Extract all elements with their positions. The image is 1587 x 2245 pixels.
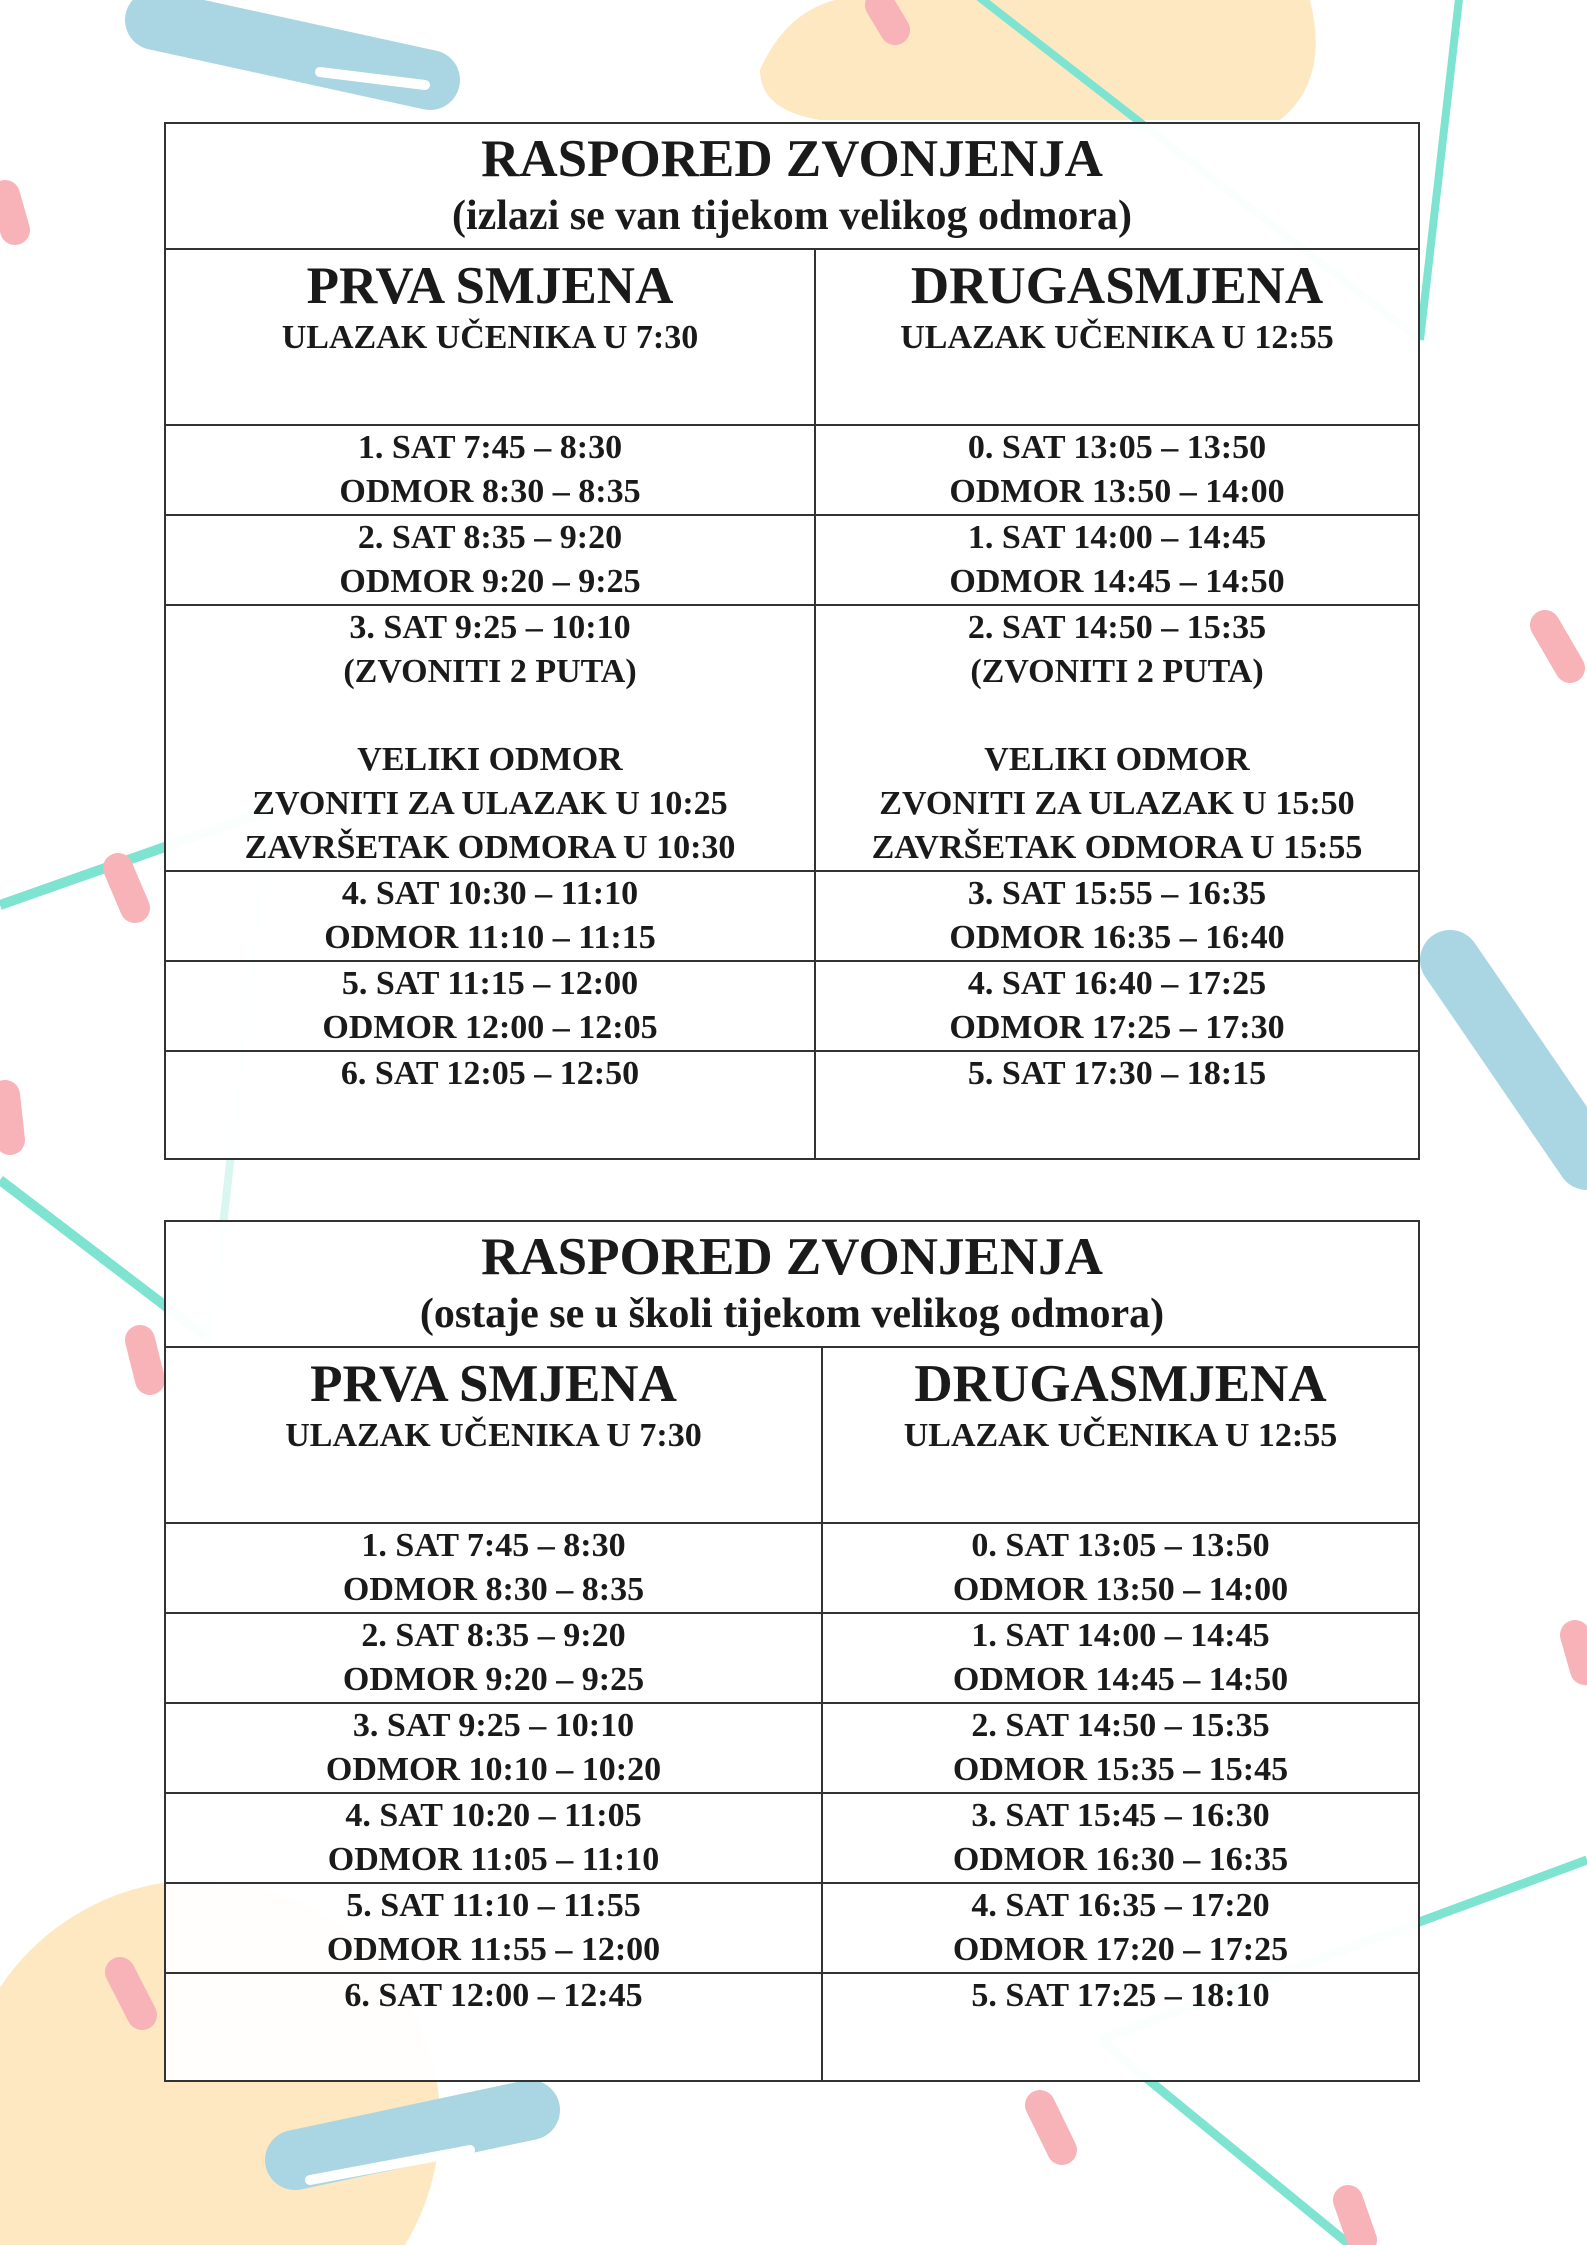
table-header — [165, 123, 1419, 249]
shift-header-second — [815, 249, 1419, 425]
table-row — [165, 961, 1419, 1051]
break-line: ODMOR 9:20 – 9:25 — [339, 563, 641, 600]
period-line: 2. SAT 14:50 – 15:35 — [967, 609, 1267, 646]
period-cell — [822, 1793, 1419, 1883]
shift-entry-time: ULAZAK UČENIKA U 12:55 — [903, 1417, 1338, 1454]
shift-name: DRUGASMJENA — [914, 1355, 1327, 1413]
schedule-table-2 — [164, 1220, 1420, 2082]
break-line: ODMOR 8:30 – 8:35 — [342, 1571, 645, 1608]
table-header — [165, 1221, 1419, 1347]
bell-note: (ZVONITI 2 PUTA) — [970, 653, 1264, 690]
break-line: ODMOR 17:20 – 17:25 — [952, 1931, 1289, 1968]
break-line: ODMOR 9:20 – 9:25 — [342, 1661, 645, 1698]
period-cell — [815, 515, 1419, 605]
table-title: RASPORED ZVONJENJA — [481, 130, 1103, 188]
bell-note: (ZVONITI 2 PUTA) — [343, 653, 637, 690]
period-cell — [165, 1703, 822, 1793]
shift-entry-time: ULAZAK UČENIKA U 7:30 — [281, 319, 699, 356]
shift-header-first — [165, 249, 815, 425]
shift-entry-time: ULAZAK UČENIKA U 7:30 — [285, 1417, 702, 1454]
period-cell-long-break — [165, 605, 815, 871]
period-line: 1. SAT 14:00 – 14:45 — [967, 519, 1267, 556]
period-line: 1. SAT 7:45 – 8:30 — [357, 429, 623, 466]
shift-header-second — [822, 1347, 1419, 1523]
period-cell — [165, 1051, 815, 1159]
period-line: 2. SAT 8:35 – 9:20 — [361, 1617, 626, 1654]
table-row — [165, 1523, 1419, 1613]
table-row — [165, 1793, 1419, 1883]
break-line: ODMOR 14:45 – 14:50 — [952, 1661, 1289, 1698]
table-row — [165, 1883, 1419, 1973]
break-line: ODMOR 14:45 – 14:50 — [949, 563, 1285, 600]
table-row — [165, 425, 1419, 515]
schedule-table-1 — [164, 122, 1420, 1160]
shift-name: PRVA SMJENA — [310, 1355, 677, 1413]
break-line: ODMOR 11:10 – 11:15 — [324, 919, 656, 956]
period-line: 3. SAT 15:55 – 16:35 — [967, 875, 1267, 912]
period-cell — [165, 961, 815, 1051]
period-cell — [165, 1523, 822, 1613]
period-cell — [165, 515, 815, 605]
table-row — [165, 1703, 1419, 1793]
long-break-bell: ZVONITI ZA ULAZAK U 10:25 — [252, 785, 728, 822]
period-line: 5. SAT 17:25 – 18:10 — [971, 1977, 1270, 2014]
period-cell — [822, 1883, 1419, 1973]
table-row — [165, 1051, 1419, 1159]
break-line: ODMOR 13:50 – 14:00 — [952, 1571, 1289, 1608]
table-row — [165, 1613, 1419, 1703]
long-break-end: ZAVRŠETAK ODMORA U 15:55 — [871, 829, 1363, 866]
period-line: 6. SAT 12:05 – 12:50 — [340, 1055, 640, 1092]
period-line: 5. SAT 17:30 – 18:15 — [967, 1055, 1267, 1092]
break-line: ODMOR 13:50 – 14:00 — [949, 473, 1285, 510]
period-cell — [822, 1523, 1419, 1613]
break-line: ODMOR 17:25 – 17:30 — [949, 1009, 1285, 1046]
period-cell — [165, 425, 815, 515]
period-line: 3. SAT 15:45 – 16:30 — [971, 1797, 1270, 1834]
period-cell — [822, 1613, 1419, 1703]
table-row — [165, 1973, 1419, 2081]
break-line: ODMOR 8:30 – 8:35 — [339, 473, 641, 510]
period-cell — [815, 961, 1419, 1051]
table-subtitle: (ostaje se u školi tijekom velikog odmora) — [419, 1291, 1165, 1337]
period-line: 4. SAT 10:30 – 11:10 — [341, 875, 639, 912]
period-cell — [815, 1051, 1419, 1159]
spacer — [816, 694, 1418, 738]
shift-name: DRUGASMJENA — [910, 257, 1324, 315]
long-break-label: VELIKI ODMOR — [984, 741, 1250, 778]
period-line: 5. SAT 11:15 – 12:00 — [341, 965, 639, 1002]
period-cell — [165, 1883, 822, 1973]
period-cell — [165, 871, 815, 961]
shift-name: PRVA SMJENA — [306, 257, 674, 315]
break-line: ODMOR 11:55 – 12:00 — [326, 1931, 661, 1968]
period-cell — [822, 1973, 1419, 2081]
period-line: 4. SAT 16:35 – 17:20 — [971, 1887, 1270, 1924]
break-line: ODMOR 16:30 – 16:35 — [952, 1841, 1289, 1878]
period-line: 0. SAT 13:05 – 13:50 — [971, 1527, 1270, 1564]
table-title: RASPORED ZVONJENJA — [481, 1228, 1103, 1286]
break-line: ODMOR 11:05 – 11:10 — [327, 1841, 660, 1878]
period-line: 5. SAT 11:10 – 11:55 — [346, 1887, 641, 1924]
spacer — [166, 694, 814, 738]
break-line: ODMOR 16:35 – 16:40 — [949, 919, 1285, 956]
long-break-end: ZAVRŠETAK ODMORA U 10:30 — [244, 829, 736, 866]
period-line: 4. SAT 10:20 – 11:05 — [345, 1797, 642, 1834]
period-line: 3. SAT 9:25 – 10:10 — [349, 609, 631, 646]
long-break-label: VELIKI ODMOR — [357, 741, 623, 778]
break-line: ODMOR 15:35 – 15:45 — [952, 1751, 1289, 1788]
period-cell — [815, 425, 1419, 515]
table-row — [165, 605, 1419, 871]
period-line: 3. SAT 9:25 – 10:10 — [352, 1707, 635, 1744]
period-line: 6. SAT 12:00 – 12:45 — [344, 1977, 643, 2014]
long-break-bell: ZVONITI ZA ULAZAK U 15:50 — [879, 785, 1355, 822]
table-subtitle: (izlazi se van tijekom velikog odmora) — [451, 193, 1133, 239]
period-cell — [165, 1973, 822, 2081]
period-line: 0. SAT 13:05 – 13:50 — [967, 429, 1267, 466]
shift-header-first — [165, 1347, 822, 1523]
period-line: 1. SAT 7:45 – 8:30 — [361, 1527, 626, 1564]
period-line: 4. SAT 16:40 – 17:25 — [967, 965, 1267, 1002]
shift-entry-time: ULAZAK UČENIKA U 12:55 — [900, 319, 1334, 356]
table-row — [165, 871, 1419, 961]
period-cell-long-break — [815, 605, 1419, 871]
break-line: ODMOR 12:00 – 12:05 — [322, 1009, 658, 1046]
period-line: 1. SAT 14:00 – 14:45 — [971, 1617, 1270, 1654]
break-line: ODMOR 10:10 – 10:20 — [325, 1751, 662, 1788]
period-cell — [165, 1613, 822, 1703]
table-row — [165, 515, 1419, 605]
period-cell — [822, 1703, 1419, 1793]
period-cell — [815, 871, 1419, 961]
period-cell — [165, 1793, 822, 1883]
period-line: 2. SAT 14:50 – 15:35 — [971, 1707, 1270, 1744]
period-line: 2. SAT 8:35 – 9:20 — [357, 519, 623, 556]
